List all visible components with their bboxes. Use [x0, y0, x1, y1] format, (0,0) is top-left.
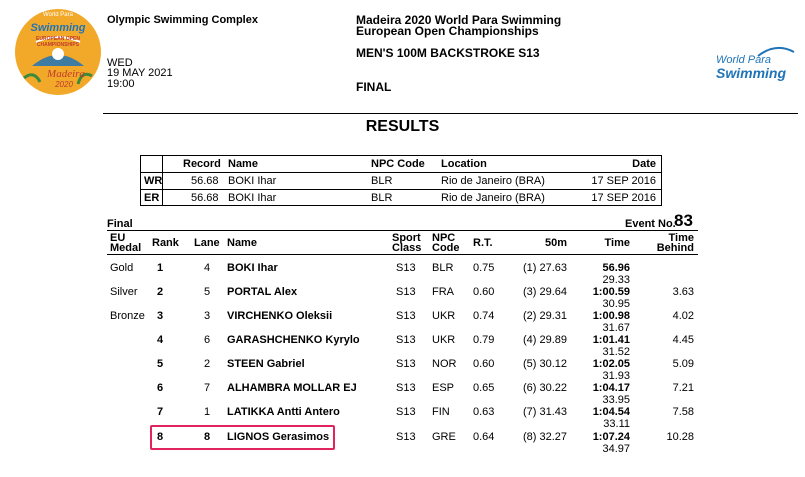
- split-second-50: 29.33: [602, 274, 630, 286]
- lane: 8: [204, 431, 211, 443]
- logo-left-line4: CHAMPIONSHIPS: [36, 42, 80, 48]
- athlete-name: GARASHCHENKO Kyrylo: [227, 334, 360, 346]
- split-second-50: 31.67: [602, 322, 630, 334]
- npc-code: FIN: [432, 406, 450, 418]
- event-no-label: Event No.: [625, 218, 676, 230]
- reaction-time: 0.60: [473, 358, 495, 370]
- time-behind: 4.02: [672, 310, 694, 322]
- lane: 2: [204, 358, 211, 370]
- npc-code: GRE: [432, 431, 456, 443]
- time-behind: 7.21: [672, 382, 694, 394]
- npc-code: UKR: [432, 334, 456, 346]
- col-eu-2: Medal: [110, 242, 142, 254]
- records-row-wr: [141, 172, 661, 189]
- col-rank: Rank: [152, 237, 179, 249]
- col-behind-2: Behind: [656, 242, 694, 254]
- time-behind: 7.58: [672, 406, 694, 418]
- rank: 2: [157, 286, 164, 298]
- sport-class: S13: [396, 334, 416, 346]
- col-npc-2: Code: [432, 242, 460, 254]
- lane: 3: [204, 310, 211, 322]
- col-50m: 50m: [544, 237, 567, 249]
- col-sport-2: Class: [392, 242, 422, 254]
- reaction-time: 0.60: [473, 286, 495, 298]
- medal: Gold: [110, 262, 134, 274]
- record-value: 56.68: [191, 192, 219, 204]
- split-50m: (3) 29.64: [522, 286, 567, 298]
- athlete-name: PORTAL Alex: [227, 286, 298, 298]
- split-50m: (6) 30.22: [522, 382, 567, 394]
- rank: 8: [157, 431, 164, 443]
- page-title: RESULTS: [365, 118, 440, 135]
- athlete-name: STEEN Gabriel: [227, 358, 305, 370]
- final-time: 56.96: [602, 262, 630, 274]
- logo-left-line1: World Para: [43, 12, 73, 18]
- record-location: Rio de Janeiro (BRA): [441, 175, 545, 187]
- npc-code: NOR: [432, 358, 457, 370]
- final-time: 1:01.41: [592, 334, 630, 346]
- phase: FINAL: [356, 80, 392, 94]
- time: 19:00: [107, 78, 135, 90]
- venue: Olympic Swimming Complex: [107, 14, 258, 26]
- time-behind: 5.09: [672, 358, 694, 370]
- time-behind: 10.28: [666, 431, 694, 443]
- final-time: 1:07.24: [592, 431, 630, 443]
- highlight-box: [150, 425, 335, 450]
- reaction-time: 0.65: [473, 382, 495, 394]
- final-time: 1:04.54: [592, 406, 630, 418]
- col-name: Name: [227, 237, 257, 249]
- records-header-row: [141, 156, 661, 172]
- reaction-time: 0.63: [473, 406, 495, 418]
- split-50m: (7) 31.43: [522, 406, 567, 418]
- split-50m: (8) 32.27: [522, 431, 567, 443]
- records-header-location: Location: [441, 158, 487, 170]
- records-header-name: Name: [228, 158, 258, 170]
- athlete-name: VIRCHENKO Oleksii: [227, 310, 333, 322]
- world-para-swimming-logo: [712, 44, 798, 84]
- reaction-time: 0.64: [473, 431, 495, 443]
- time-behind: 3.63: [672, 286, 694, 298]
- split-second-50: 30.95: [602, 298, 630, 310]
- athlete-name: LIGNOS Gerasimos: [227, 431, 330, 443]
- lane: 6: [204, 334, 211, 346]
- sport-class: S13: [396, 286, 416, 298]
- sport-class: S13: [396, 262, 416, 274]
- rank: 6: [157, 382, 164, 394]
- npc-code: FRA: [432, 286, 454, 298]
- logo-right-line1: World Para: [716, 54, 772, 66]
- rank: 7: [157, 406, 164, 418]
- results-header-rule: [107, 254, 698, 255]
- reaction-time: 0.79: [473, 334, 495, 346]
- final-time: 1:02.05: [592, 358, 630, 370]
- split-second-50: 31.93: [602, 370, 630, 382]
- split-second-50: 33.11: [603, 418, 630, 430]
- lane: 4: [204, 262, 211, 274]
- rank: 1: [157, 262, 164, 274]
- record-npc: BLR: [371, 175, 393, 187]
- lane: 7: [204, 382, 211, 394]
- sport-class: S13: [396, 382, 416, 394]
- sport-class: S13: [396, 310, 416, 322]
- records-row-er: [141, 189, 661, 206]
- col-npc-1: NPC: [432, 232, 456, 244]
- time-behind: 4.45: [672, 334, 694, 346]
- col-sport-1: Sport: [392, 232, 421, 244]
- col-behind-1: Time: [668, 232, 694, 244]
- final-time: 1:00.98: [592, 310, 630, 322]
- logo-left-line2: Swimming: [30, 22, 86, 34]
- sport-class: S13: [396, 358, 416, 370]
- record-location: Rio de Janeiro (BRA): [441, 192, 545, 204]
- final-time: 1:00.59: [592, 286, 630, 298]
- final-time: 1:04.17: [592, 382, 630, 394]
- npc-code: ESP: [432, 382, 455, 394]
- header-divider: [103, 113, 798, 114]
- rank: 4: [157, 334, 164, 346]
- split-50m: (5) 30.12: [522, 358, 567, 370]
- day: WED: [107, 57, 133, 69]
- athlete-name: ALHAMBRA MOLLAR EJ: [227, 382, 357, 394]
- col-rt: R.T.: [473, 237, 493, 249]
- split-50m: (1) 27.63: [522, 262, 567, 274]
- madeira-2020-logo: [14, 8, 102, 96]
- athlete-name: LATIKKA Antti Antero: [227, 406, 340, 418]
- lane: 1: [204, 406, 211, 418]
- rank: 5: [157, 358, 164, 370]
- results-phase-label: Final: [107, 218, 133, 230]
- records-header-npc: NPC Code: [371, 158, 425, 170]
- date: 19 MAY 2021: [107, 67, 173, 79]
- split-second-50: 34.97: [602, 443, 630, 455]
- event-title-2: European Open Championships: [356, 24, 539, 38]
- npc-code: UKR: [432, 310, 456, 322]
- lane: 5: [204, 286, 211, 298]
- col-lane: Lane: [194, 237, 220, 249]
- split-50m: (4) 29.89: [522, 334, 567, 346]
- logo-right-line2: Swimming: [716, 65, 787, 81]
- split-second-50: 33.95: [602, 394, 630, 406]
- rank: 3: [157, 310, 164, 322]
- records-header-record: Record: [183, 158, 221, 170]
- event-title-1: Madeira 2020 World Para Swimming: [356, 13, 562, 27]
- athlete-name: BOKI Ihar: [227, 262, 278, 274]
- record-holder: BOKI Ihar: [228, 192, 277, 204]
- split-second-50: 31.52: [602, 346, 630, 358]
- logo-left-line3: EUROPEAN OPEN: [36, 36, 80, 42]
- results-top-rule: [107, 230, 698, 231]
- records-table: [140, 155, 662, 206]
- record-holder: BOKI Ihar: [228, 175, 277, 187]
- medal: Silver: [110, 286, 138, 298]
- record-date: 17 SEP 2016: [591, 175, 656, 187]
- logo-left-line6: 2020: [55, 80, 73, 89]
- sport-class: S13: [396, 406, 416, 418]
- record-date: 17 SEP 2016: [591, 192, 656, 204]
- medal: Bronze: [110, 310, 145, 322]
- split-50m: (2) 29.31: [522, 310, 567, 322]
- record-value: 56.68: [191, 175, 219, 187]
- logo-left-line5: Madeira: [47, 68, 85, 80]
- record-type: ER: [144, 192, 160, 204]
- records-header-date: Date: [632, 158, 656, 170]
- reaction-time: 0.75: [473, 262, 495, 274]
- reaction-time: 0.74: [473, 310, 495, 322]
- record-type: WR: [144, 175, 163, 187]
- event-no: 83: [674, 211, 693, 230]
- col-eu-1: EU: [110, 232, 126, 244]
- sport-class: S13: [396, 431, 416, 443]
- col-time: Time: [604, 237, 630, 249]
- event-name: MEN'S 100M BACKSTROKE S13: [356, 46, 540, 60]
- npc-code: BLR: [432, 262, 454, 274]
- record-npc: BLR: [371, 192, 393, 204]
